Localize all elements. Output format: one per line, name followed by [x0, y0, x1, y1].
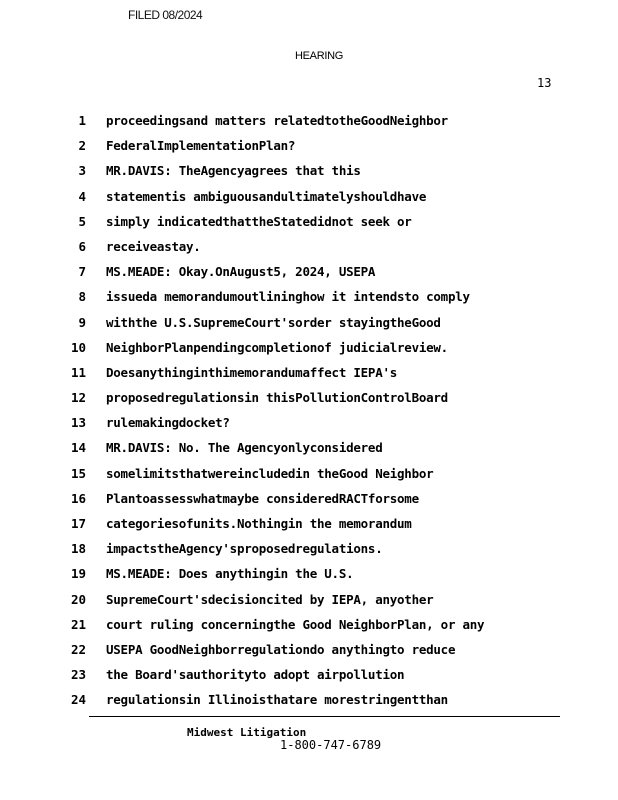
line-number: 4 [78, 188, 86, 204]
transcript-line [0, 213, 618, 238]
transcript-line [0, 691, 618, 716]
line-number: 2 [78, 138, 86, 154]
line-number: 3 [78, 163, 86, 179]
line-number: 8 [78, 289, 86, 305]
transcript-line [0, 238, 618, 263]
line-text: Doesanythinginthimemorandumaffect IEPA's [106, 364, 398, 380]
line-number: 21 [70, 616, 86, 632]
line-text: NeighborPlanpendingcompletionof judicialreview. [106, 339, 448, 355]
line-number: 1 [78, 113, 86, 128]
transcript-line [0, 515, 618, 540]
line-number: 12 [70, 390, 86, 406]
footer-divider [89, 716, 560, 717]
transcript-body [0, 112, 618, 717]
transcript-line [0, 314, 618, 339]
transcript-line [0, 162, 618, 187]
line-text: somelimitsthatwereincludedin theGood Neighbor [106, 465, 434, 481]
line-text: regulationsin Illinoisthatare morestringentthan [106, 692, 448, 708]
line-number: 6 [78, 238, 86, 254]
line-text: proceedingsand matters relatedtotheGoodNeighbor [106, 113, 448, 128]
transcript-line [0, 112, 618, 137]
line-text: FederalImplementationPlan? [106, 138, 296, 154]
line-text: rulemakingdocket? [106, 415, 230, 431]
line-text: MR.DAVIS: No. The Agencyonlyconsidered [106, 440, 383, 456]
line-number: 19 [70, 566, 86, 582]
line-text: issueda memorandumoutlininghow it intendsto comply [106, 289, 470, 305]
transcript-line [0, 263, 618, 288]
line-text: MS.MEADE: Does anythingin the U.S. [106, 566, 354, 582]
line-number: 23 [70, 667, 86, 683]
transcript-line [0, 364, 618, 389]
line-text: the Board'sauthorityto adopt airpollution [106, 667, 405, 683]
transcript-line [0, 137, 618, 162]
line-number: 13 [70, 415, 86, 431]
footer-phone: 1-800-747-6789 [280, 738, 382, 752]
transcript-line [0, 339, 618, 364]
transcript-line [0, 666, 618, 691]
line-text: Plantoassesswhatmaybe consideredRACTforsome [106, 490, 419, 506]
transcript-line [0, 641, 618, 666]
line-number: 20 [70, 591, 86, 607]
transcript-line [0, 288, 618, 313]
transcript-line [0, 188, 618, 213]
line-text: MR.DAVIS: TheAgencyagrees that this [106, 163, 361, 179]
transcript-line [0, 490, 618, 515]
transcript-line [0, 389, 618, 414]
transcript-line [0, 616, 618, 641]
line-text: categoriesofunits.Nothingin the memorandum [106, 516, 412, 531]
line-number: 14 [70, 440, 86, 456]
line-number: 11 [70, 364, 86, 380]
line-text: statementis ambiguousandultimatelyshouldhave [106, 188, 427, 204]
transcript-line [0, 414, 618, 439]
page-number: 13 [537, 76, 552, 90]
line-text: proposedregulationsin thisPollutionControlBoard [106, 390, 448, 406]
line-number: 18 [70, 541, 86, 557]
line-text: receiveastay. [106, 238, 201, 254]
transcript-line [0, 465, 618, 490]
line-text: impactstheAgency'sproposedregulations. [106, 541, 383, 557]
transcript-line [0, 540, 618, 565]
line-text: MS.MEADE: Okay.OnAugust5, 2024, USEPA [106, 264, 376, 280]
line-number: 10 [70, 339, 86, 355]
line-number: 7 [78, 264, 86, 280]
line-number: 22 [70, 641, 86, 657]
line-text: simply indicatedthattheStatedidnot seek or [106, 213, 412, 229]
line-text: USEPA GoodNeighborregulationdo anythingto reduce [106, 641, 456, 657]
line-number: 9 [78, 314, 86, 330]
line-number: 17 [70, 516, 86, 531]
line-number: 16 [70, 490, 86, 506]
footer-company: Midwest Litigation [187, 726, 307, 739]
page-title: HEARING [295, 50, 344, 62]
line-number: 15 [70, 465, 86, 481]
line-number: 5 [78, 213, 86, 229]
transcript-line [0, 591, 618, 616]
line-text: withthe U.S.SupremeCourt'sorder stayingtheGood [106, 314, 441, 330]
line-number: 24 [70, 692, 86, 708]
filed-stamp: FILED 08/2024 [128, 8, 203, 22]
line-text: SupremeCourt'sdecisioncited by IEPA, anyother [106, 591, 434, 607]
transcript-line [0, 439, 618, 464]
transcript-line [0, 565, 618, 590]
line-text: court ruling concerningthe Good NeighborPlan, or any [106, 616, 485, 632]
